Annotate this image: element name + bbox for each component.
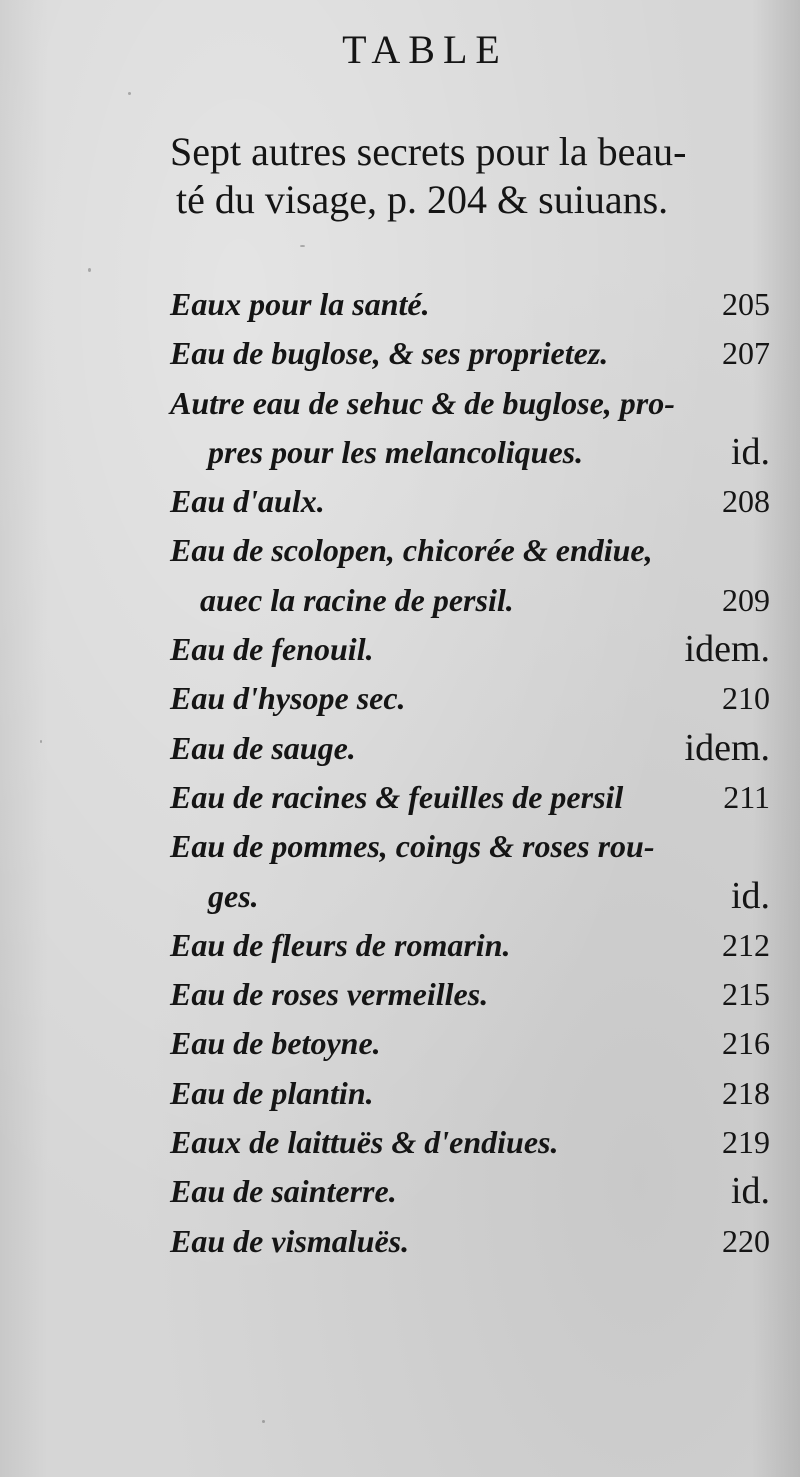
entry-text: Eau de buglose, & ses proprietez.	[170, 335, 609, 372]
entry-page: 211	[723, 778, 770, 815]
table-entry	[170, 921, 770, 970]
table-entry	[170, 477, 770, 526]
ink-speck	[300, 245, 305, 247]
table-entry	[170, 1019, 770, 1068]
entry-page: 218	[722, 1074, 770, 1111]
table-entry	[170, 625, 770, 674]
table-entry	[170, 1167, 770, 1216]
entry-page: 216	[722, 1025, 770, 1062]
ink-speck	[88, 268, 91, 272]
entry-text: Eau de fleurs de romarin.	[170, 926, 511, 963]
entry-page: 205	[722, 286, 770, 322]
ink-speck	[40, 740, 42, 743]
entry-text: Eau de sainterre.	[170, 1173, 397, 1210]
entry-text: Eau de plantin.	[170, 1074, 374, 1111]
entry-text: ges.	[208, 877, 259, 914]
section-heading-line-2: té du visage, p. 204 & suiuans.	[176, 177, 669, 222]
entry-page: idem.	[684, 726, 770, 769]
entry-text: Eau d'hysope sec.	[170, 680, 406, 717]
entry-page: id.	[730, 874, 770, 917]
table-entry	[170, 1069, 770, 1118]
entry-text: Eau de scolopen, chicorée & endiue,	[170, 532, 653, 569]
entry-page: 207	[722, 335, 770, 372]
entry-page: 209	[722, 581, 770, 618]
entry-text: Eau de pommes, coings & roses rou-	[170, 828, 655, 865]
entry-page: id.	[730, 1170, 770, 1213]
entry-text: Eau d'aulx.	[170, 483, 325, 520]
entry-text: pres pour les melancoliques.	[208, 433, 584, 470]
section-heading	[170, 128, 770, 224]
table-entry	[170, 329, 770, 378]
entry-page: 215	[722, 976, 770, 1013]
entry-page: 219	[722, 1124, 770, 1161]
entry-text: Eau de fenouil.	[170, 631, 374, 668]
table-entry-continuation	[170, 428, 770, 477]
entry-text: Eau de roses vermeilles.	[170, 976, 489, 1013]
entry-text: Eau de sauge.	[170, 729, 356, 766]
running-head: TABLE	[342, 27, 508, 72]
table-entry-continuation	[170, 872, 770, 921]
entry-page: 208	[722, 483, 770, 520]
table-entry	[170, 280, 770, 329]
table-entry	[170, 773, 770, 822]
entry-text: Eau de racines & feuilles de persil	[170, 778, 624, 815]
entry-page: 212	[722, 926, 770, 963]
section-heading-line-1: Sept autres secrets pour la beau-	[170, 129, 687, 174]
table-entry-continuation	[170, 576, 770, 625]
entry-text: Eau de betoyne.	[170, 1025, 381, 1062]
table-entry	[170, 822, 770, 871]
table-entry	[170, 526, 770, 575]
table-entry	[170, 970, 770, 1019]
entry-page: idem.	[684, 628, 770, 671]
entry-text: Eaux de laittuës & d'endiues.	[170, 1124, 559, 1161]
entry-page: 210	[722, 680, 770, 717]
table-entry	[170, 674, 770, 723]
ink-speck	[128, 92, 131, 95]
entry-page: id.	[730, 430, 770, 473]
table-entries	[170, 280, 770, 1266]
table-entry	[170, 379, 770, 428]
entry-text: Eaux pour la santé.	[170, 286, 430, 322]
ink-speck	[262, 1420, 265, 1423]
entry-page: 220	[722, 1222, 770, 1259]
table-entry	[170, 724, 770, 773]
entry-text: auec la racine de persil.	[200, 581, 514, 618]
table-entry	[170, 1217, 770, 1266]
table-entry	[170, 1118, 770, 1167]
entry-text: Eau de vismaluës.	[170, 1222, 410, 1259]
entry-text: Autre eau de sehuc & de buglose, pro-	[170, 384, 675, 421]
